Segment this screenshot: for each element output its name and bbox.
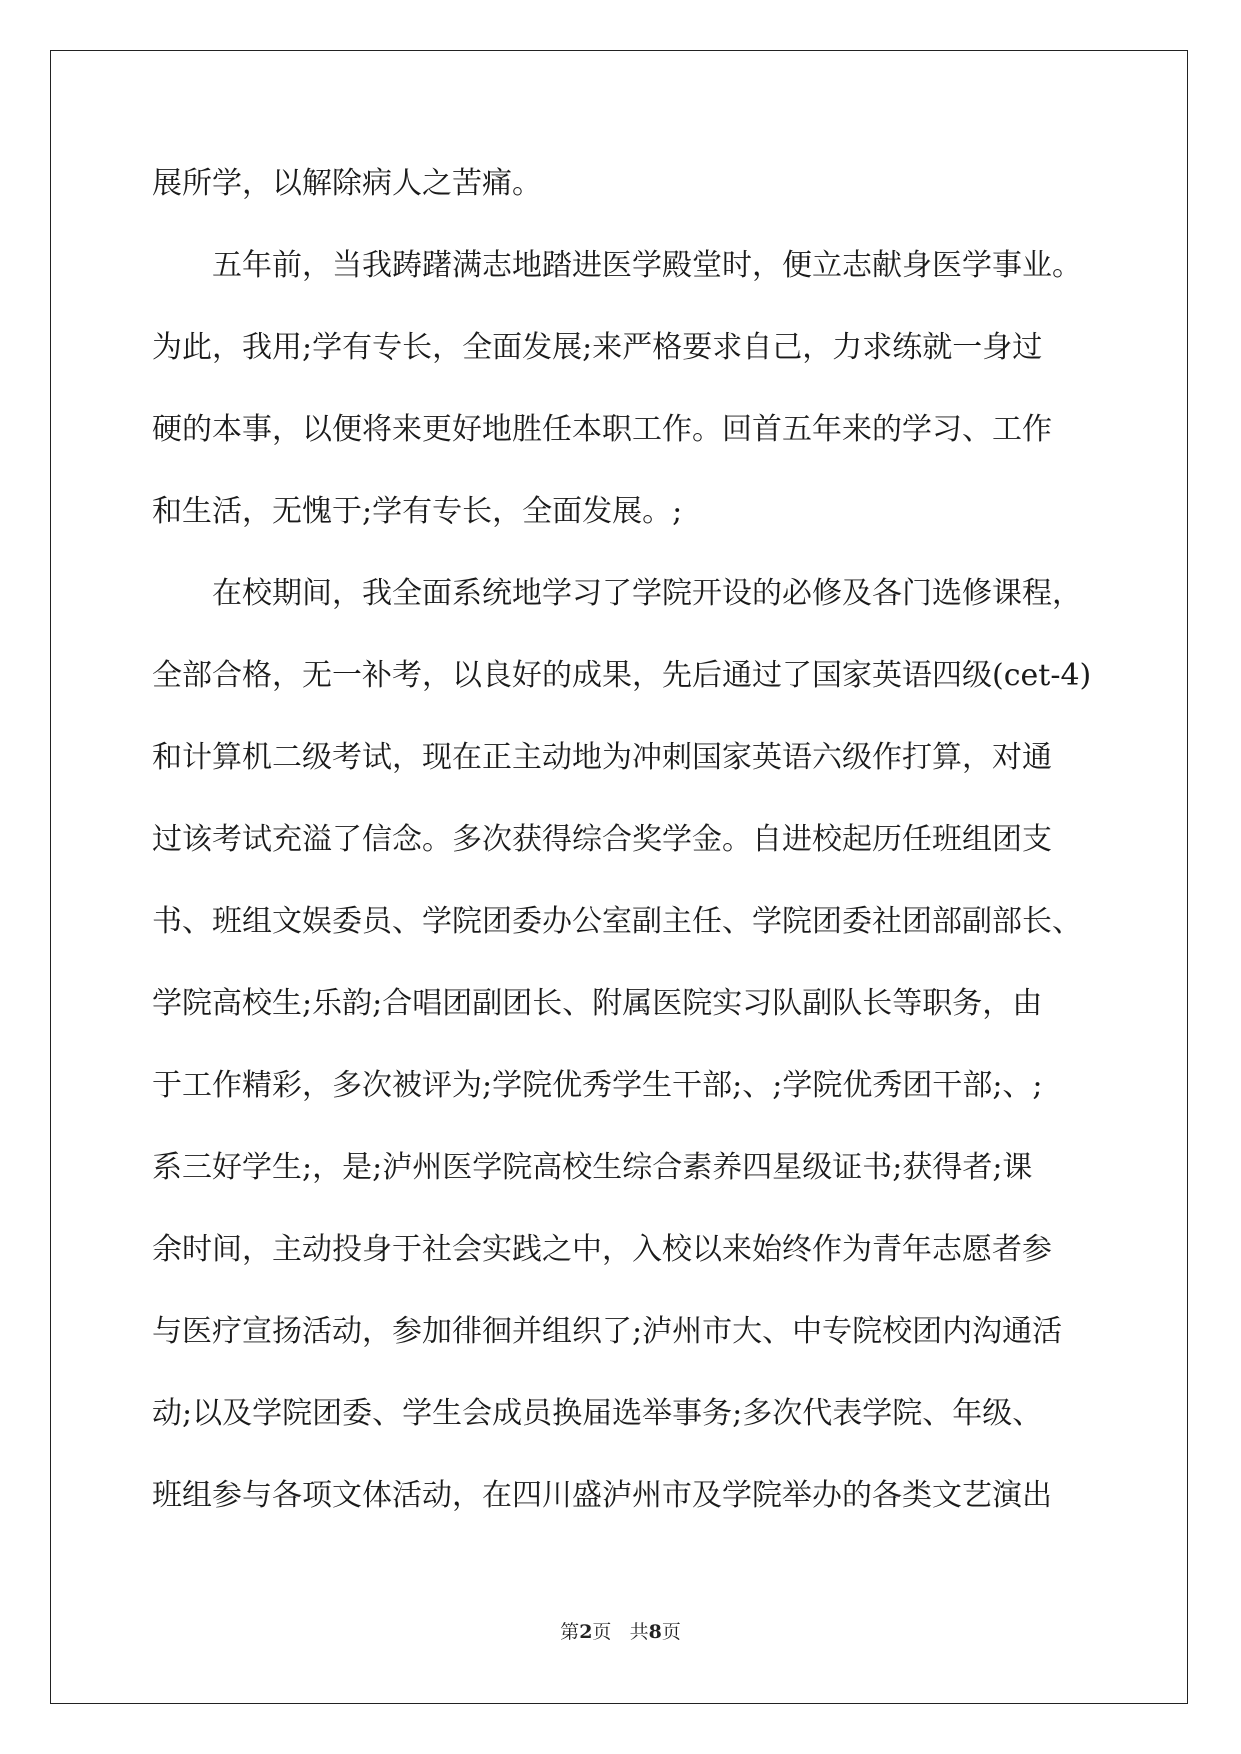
text-line: 展所学，以解除病人之苦痛。 [152, 166, 542, 201]
text-line: 动;以及学院团委、学生会成员换届选举事务;多次代表学院、年级、 [152, 1396, 1043, 1431]
text-line: 在校期间，我全面系统地学习了学院开设的必修及各门选修课程， [152, 576, 1082, 611]
text-line: 学院高校生;乐韵;合唱团副团长、附属医院实习队副队长等职务，由 [152, 986, 1043, 1021]
text-line: 过该考试充溢了信念。多次获得综合奖学金。自进校起历任班组团支 [152, 822, 1052, 857]
text-line: 硬的本事，以便将来更好地胜任本职工作。回首五年来的学习、工作 [152, 412, 1052, 447]
text-line: 和生活，无愧于;学有专长，全面发展。; [152, 494, 683, 529]
footer-page-prefix: 第 [560, 1621, 580, 1643]
text-line: 和计算机二级考试，现在正主动地为冲刺国家英语六级作打算，对通 [152, 740, 1052, 775]
page-footer [0, 1617, 1241, 1644]
text-line: 五年前，当我踌躇满志地踏进医学殿堂时，便立志献身医学事业。 [152, 248, 1082, 283]
text-line: 余时间，主动投身于社会实践之中，入校以来始终作为青年志愿者参 [152, 1232, 1052, 1267]
footer-page-unit: 页 [592, 1621, 612, 1643]
footer-total-pages: 8 [648, 1621, 662, 1643]
text-line: 于工作精彩，多次被评为;学院优秀学生干部;、;学院优秀团干部;、; [152, 1068, 1043, 1103]
text-line: 为此，我用;学有专长，全面发展;来严格要求自己，力求练就一身过 [152, 330, 1043, 365]
text-line: 与医疗宣扬活动，参加徘徊并组织了;泸州市大、中专院校团内沟通活 [152, 1314, 1063, 1349]
footer-total-prefix: 共 [629, 1621, 649, 1643]
footer-total-unit: 页 [661, 1621, 681, 1643]
footer-page-number: 2 [579, 1621, 593, 1643]
text-line: 全部合格，无一补考，以良好的成果，先后通过了国家英语四级(cet-4) [152, 658, 1092, 693]
text-line: 班组参与各项文体活动，在四川盛泸州市及学院举办的各类文艺演出 [152, 1478, 1052, 1513]
text-line: 书、班组文娱委员、学院团委办公室副主任、学院团委社团部副部长、 [152, 904, 1082, 939]
document-body [152, 164, 1092, 1558]
text-line: 系三好学生;，是;泸州医学院高校生综合素养四星级证书;获得者;课 [152, 1150, 1033, 1185]
